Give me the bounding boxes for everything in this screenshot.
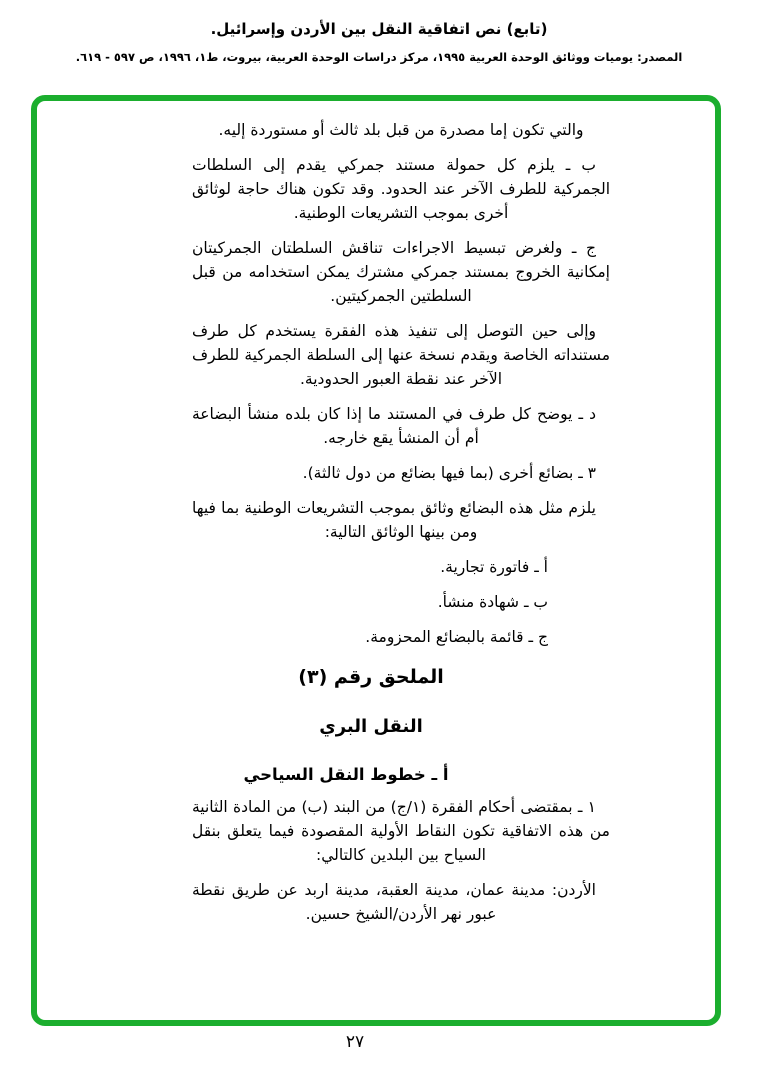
paragraph-required-documents: يلزم مثل هذه البضائع وثائق بموجب التشريعات الوطنية بما فيها ومن بينها الوثائق التالية: xyxy=(192,499,596,541)
source-citation: المصدر: يوميات ووثائق الوحدة العربية ١٩٩٥، مركز دراسات الوحدة العربية، بيروت، ط١، ١٩٩٦، ص ٥٩٧ - ٦١٩. xyxy=(75,50,683,64)
document-header xyxy=(0,18,758,67)
paragraph-item-d: د ـ يوضح كل طرف في المستند ما إذا كان بلده منشأ البضاعة أم أن المنشأ يقع خارجه. xyxy=(192,405,596,447)
page-number: ٢٧ xyxy=(345,1032,365,1052)
paragraph-interim-clause: وإلى حين التوصل إلى تنفيذ هذه الفقرة يستخدم كل طرف مستنداته الخاصة ويقدم نسخة عنها إلى السلطة الجمركية للطرف الآخر عند نقطة العبور الحدودية. xyxy=(192,322,610,388)
numbered-item-3: ٣ ـ بضائع أخرى (بما فيها بضائع من دول ثالثة). xyxy=(302,464,596,482)
paragraph-item-j: ج ـ ولغرض تبسيط الاجراءات تناقش السلطتان الجمركيتان إمكانية الخروج بمستند جمركي مشترك يمكن استخدامه من قبل السلطتين الجمركيتين. xyxy=(192,239,610,305)
paragraph-jordan-cities: الأردن: مدينة عمان، مدينة العقبة، مدينة اربد عن طريق نقطة عبور نهر الأردن/الشيخ حسين. xyxy=(192,881,596,923)
document-title: (تابع) نص اتفاقية النقل بين الأردن وإسرائيل. xyxy=(210,20,548,38)
paragraph-item-b: ب ـ يلزم كل حمولة مستند جمركي يقدم إلى السلطات الجمركية للطرف الآخر عند الحدود. وقد تكون هناك حاجة لوثائق أخرى بموجب التشريعات الوطنية. xyxy=(192,156,610,222)
document-body xyxy=(192,118,610,937)
list-item-invoice: أ ـ فاتورة تجارية. xyxy=(440,558,548,576)
heading-land-transport: النقل البري xyxy=(319,716,423,737)
list-item-packing-list: ج ـ قائمة بالبضائع المحزومة. xyxy=(365,628,548,646)
list-item-certificate-of-origin: ب ـ شهادة منشأ. xyxy=(437,593,548,611)
heading-annex-3: الملحق رقم (٣) xyxy=(298,666,444,688)
paragraph-clause-1: ١ ـ بمقتضى أحكام الفقرة (١/ج) من البند (ب) من المادة الثانية من هذه الاتفاقية تكون النقاط الأولية المقصودة فيما يتعلق بنقل السياح بين البلدين كالتالي: xyxy=(192,798,610,864)
heading-tourist-transport-lines: أ ـ خطوط النقل السياحي xyxy=(243,765,449,784)
paragraph-continuation: والتي تكون إما مصدرة من قبل بلد ثالث أو مستوردة إليه. xyxy=(218,121,584,139)
